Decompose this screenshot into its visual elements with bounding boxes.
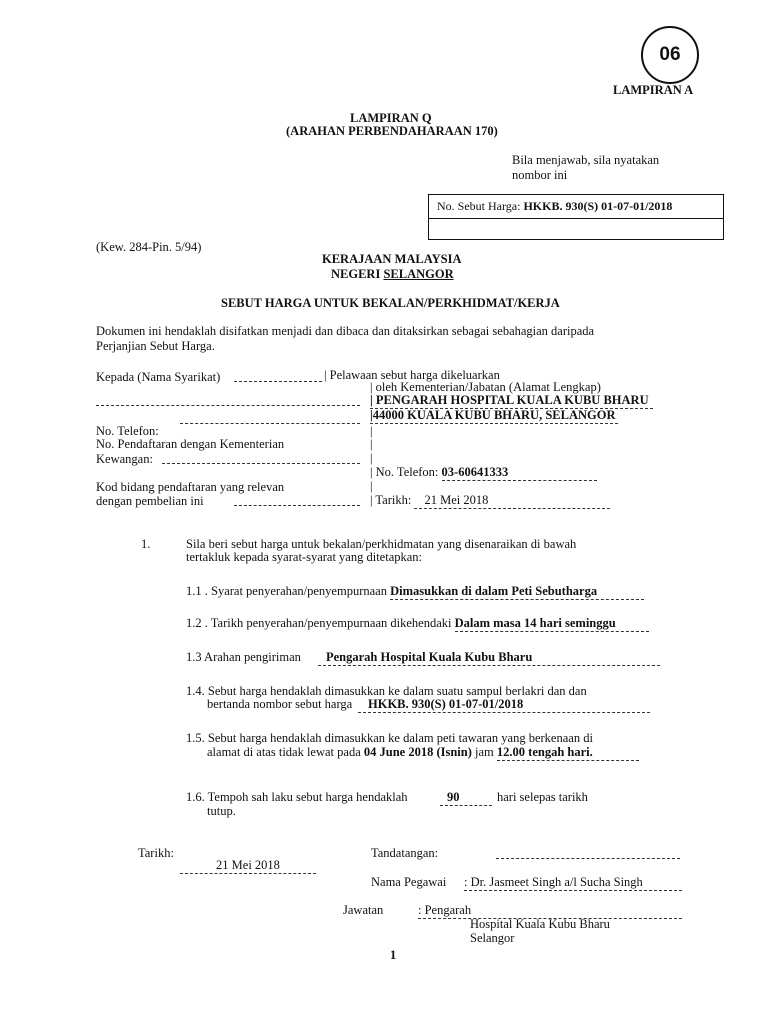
kepada-line2 [96,393,360,406]
divider-bar2: | [370,437,373,451]
pendaftaran-label-line1: No. Pendaftaran dengan Kementerian [96,437,285,451]
tandatangan-label: Tandatangan: [371,846,439,860]
page-number-badge [641,26,699,84]
address-line2: |44000 KUALA KUBU BHARU, SELANGOR [370,408,616,422]
item1-number: 1. [141,537,151,551]
divider-bar3: | [370,451,373,465]
item-1-5-line2 [207,745,639,761]
divider-bar4: | [370,479,373,493]
reference-box [428,194,724,240]
jawatan-line2: Hospital Kuala Kubu Bharu [470,917,610,931]
arahan-subtitle: (ARAHAN PERBENDAHARAAN 170) [286,124,498,138]
item-1-4-value: HKKB. 930(S) 01-07-01/2018 [358,697,650,713]
item-1-4-line2: bertanda nombor sebut harga [207,697,353,711]
item-1-6-line1: 1.6. Tempoh sah laku sebut harga hendaklah [186,790,408,804]
kod-label-line1: Kod bidang pendaftaran yang relevan [96,480,285,494]
item-1-6-line2: tutup. [207,804,236,818]
tandatangan-field [496,846,680,859]
lampiran-a-label: LAMPIRAN A [613,83,694,97]
item-1-2-label: 1.2 . Tarikh penyerahan/penyempurnaan dikehendaki [186,616,455,630]
telefon-right-value: 03-60641333 [442,465,597,481]
kew-code: (Kew. 284-Pin. 5/94) [96,240,202,254]
nama-pegawai-value: : Dr. Jasmeet Singh a/l Sucha Singh [464,875,682,891]
negeri-name: SELANGOR [383,267,454,281]
item-1-1 [186,584,644,600]
tarikh-right-value: 21 Mei 2018 [414,493,610,509]
tarikh-right [370,493,610,509]
item-1-5-time: 12.00 tengah hari. [497,745,639,761]
lampiran-q-title: LAMPIRAN Q [350,111,432,125]
negeri-title [331,267,454,282]
intro-line1: Dokumen ini hendaklah disifatkan menjadi dan dibaca dan ditaksirkan sebagai sebahagian daripada [96,324,595,338]
sebut-harga-heading: SEBUT HARGA UNTUK BEKALAN/PERKHIDMAT/KERJA [221,296,560,310]
pendaftaran-label-line2: Kewangan: [96,452,153,466]
reference-row [429,195,723,219]
pelawaan-label: | Pelawaan sebut harga dikeluarkan [324,368,500,382]
divider-bar1: | [370,424,373,438]
item-1-5-line1: 1.5. Sebut harga hendaklah dimasukkan ke dalam peti tawaran yang berkenaan di [186,731,593,745]
reference-number: HKKB. 930(S) 01-07-01/2018 [523,199,673,213]
telefon-right [370,465,597,481]
item-1-6-suffix: hari selepas tarikh [497,790,588,804]
badge-number: 06 [659,44,681,65]
kepada-label: Kepada (Nama Syarikat) [96,370,221,384]
item-1-3-label: 1.3 Arahan pengiriman [186,650,301,664]
pendaftaran-field [162,451,360,464]
intro-line2: Perjanjian Sebut Harga. [96,339,215,353]
kod-label-line2: dengan pembelian ini [96,494,204,508]
bila-menjawab-line2: nombor ini [512,168,568,182]
nama-pegawai-label: Nama Pegawai [371,875,447,889]
item-1-2 [186,616,649,632]
sig-tarikh-label: Tarikh: [138,846,174,860]
jawatan-label: Jawatan [343,903,384,917]
negeri-label: NEGERI [331,267,384,281]
footer-page-number: 1 [390,948,397,962]
kepada-field [234,369,322,382]
item1-line2: tertakluk kepada syarat-syarat yang ditetapkan: [186,550,423,564]
kepada-line3 [180,411,360,424]
item-1-6-value: 90 [440,790,492,806]
item-1-5-date: 04 June 2018 (Isnin) [363,745,472,759]
item-1-4-line1: 1.4. Sebut harga hendaklah dimasukkan ke dalam suatu sampul berlakri dan dan [186,684,587,698]
item-1-3-value: Pengarah Hospital Kuala Kubu Bharu [318,650,660,666]
bila-menjawab-line1: Bila menjawab, sila nyatakan [512,153,660,167]
telefon-label: No. Telefon: [96,424,159,438]
tarikh-right-label: | Tarikh: [370,493,415,507]
reference-label: No. Sebut Harga: [437,199,524,213]
item-1-5-text: alamat di atas tidak lewat pada [207,745,364,759]
address-line1: | PENGARAH HOSPITAL KUALA KUBU BHARU [370,393,653,409]
sig-tarikh-value: 21 Mei 2018 [180,858,316,874]
oleh-label: | oleh Kementerian/Jabatan (Alamat Lengkap) [370,380,601,394]
item1-line1: Sila beri sebut harga untuk bekalan/perkhidmatan yang disenaraikan di bawah [186,537,577,551]
jawatan-value: : Pengarah [418,903,682,919]
item-1-1-value: Dimasukkan di dalam Peti Sebutharga [390,584,644,600]
item-1-5-jam: jam [471,745,497,759]
item-1-2-value: Dalam masa 14 hari seminggu [455,616,649,632]
kerajaan-title: KERAJAAN MALAYSIA [322,252,462,266]
jawatan-line3: Selangor [470,931,515,945]
telefon-right-label: | No. Telefon: [370,465,442,479]
kod-field [234,493,360,506]
item-1-1-label: 1.1 . Syarat penyerahan/penyempurnaan [186,584,391,598]
